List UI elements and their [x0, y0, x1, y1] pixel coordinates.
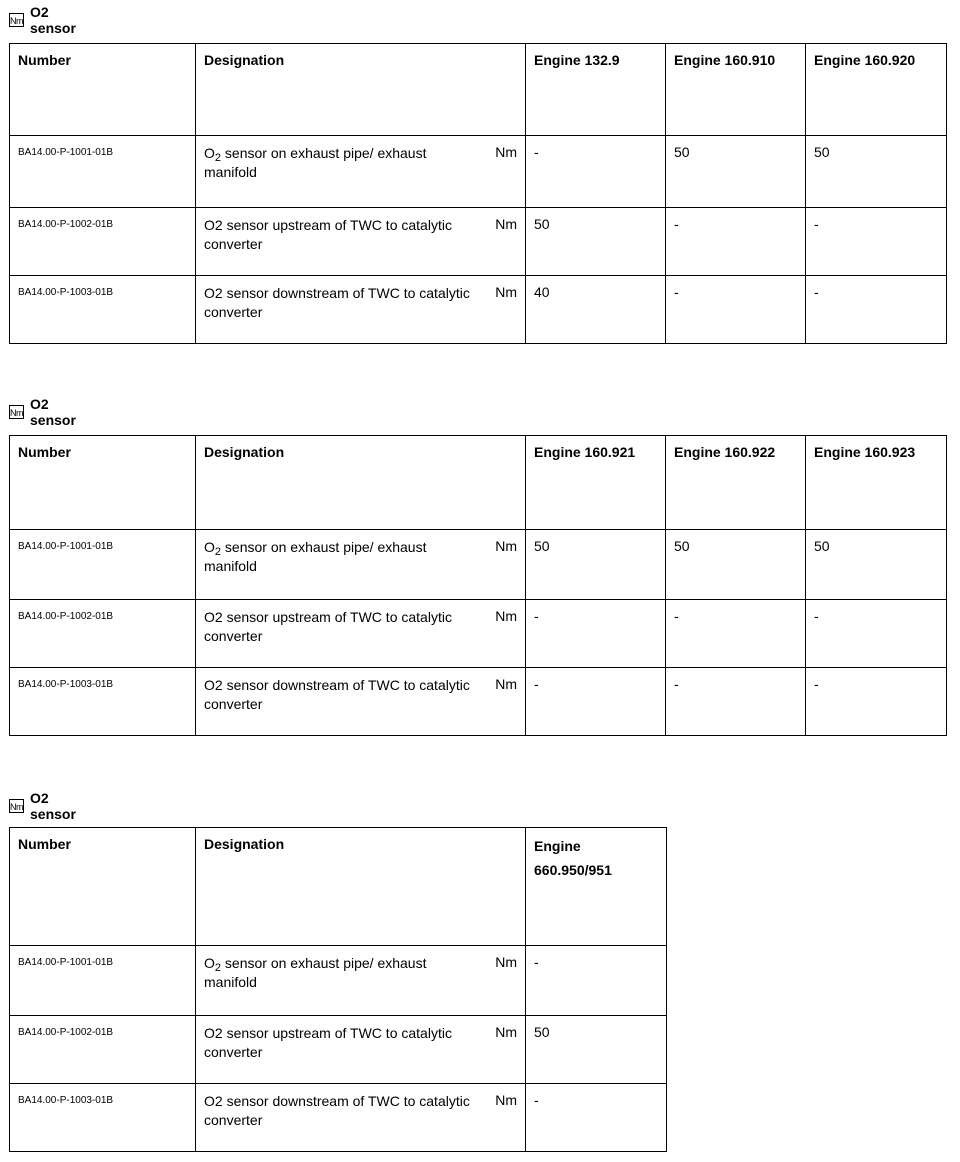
- col-engine-header: Engine 132.9: [526, 44, 666, 136]
- col-engine-header: Engine 160.920: [806, 44, 947, 136]
- col-engine-header: Engine 660.950/951: [526, 828, 667, 946]
- col-engine-header: Engine 160.910: [666, 44, 806, 136]
- section-heading: [9, 4, 80, 36]
- part-number: BA14.00-P-1001-01B: [10, 946, 196, 1016]
- designation-text: O2 sensor downstream of TWC to catalytic converter: [204, 285, 470, 320]
- designation-text: O2 sensor upstream of TWC to catalytic converter: [204, 609, 452, 644]
- designation-text: sensor on exhaust pipe/ exhaust manifold: [204, 955, 427, 990]
- torque-nm-icon: Nm: [9, 405, 24, 419]
- unit-label: Nm: [495, 216, 517, 232]
- unit-label: Nm: [495, 954, 517, 970]
- torque-value: -: [806, 208, 947, 276]
- col-engine-header: Engine 160.923: [806, 436, 947, 530]
- col-engine-header: Engine 160.921: [526, 436, 666, 530]
- designation-subscript: 2: [214, 152, 222, 164]
- torque-value: -: [526, 136, 666, 208]
- part-number: BA14.00-P-1002-01B: [10, 208, 196, 276]
- section-title: O2 sensor: [30, 396, 76, 428]
- table-row: [10, 1084, 667, 1152]
- part-number: BA14.00-P-1003-01B: [10, 276, 196, 344]
- col-number-header: Number: [10, 828, 196, 946]
- designation-cell: [196, 946, 526, 1016]
- torque-value: -: [666, 668, 806, 736]
- designation-text: O2 sensor downstream of TWC to catalytic converter: [204, 677, 470, 712]
- col-number-header: Number: [10, 436, 196, 530]
- designation-text: O2 sensor downstream of TWC to catalytic converter: [204, 1093, 470, 1128]
- unit-label: Nm: [495, 284, 517, 300]
- table-row: [10, 530, 947, 600]
- designation-cell: [196, 276, 526, 344]
- section-heading: [9, 790, 80, 822]
- torque-value: 50: [806, 530, 947, 600]
- table-row: [10, 946, 667, 1016]
- unit-label: Nm: [495, 676, 517, 692]
- table-header-row: [10, 436, 947, 530]
- designation-cell: [196, 208, 526, 276]
- torque-value: -: [806, 600, 947, 668]
- part-number: BA14.00-P-1003-01B: [10, 1084, 196, 1152]
- part-number: BA14.00-P-1001-01B: [10, 136, 196, 208]
- unit-label: Nm: [495, 608, 517, 624]
- table-row: [10, 1016, 667, 1084]
- designation-cell: [196, 1084, 526, 1152]
- designation-text: O2 sensor upstream of TWC to catalytic converter: [204, 217, 452, 252]
- designation-text: sensor on exhaust pipe/ exhaust manifold: [204, 145, 427, 180]
- col-designation-header: Designation: [196, 436, 526, 530]
- col-designation-header: Designation: [196, 828, 526, 946]
- unit-label: Nm: [495, 1024, 517, 1040]
- part-number: BA14.00-P-1002-01B: [10, 600, 196, 668]
- col-engine-header: Engine 160.922: [666, 436, 806, 530]
- torque-value: 50: [806, 136, 947, 208]
- designation-text: O: [204, 145, 215, 161]
- torque-value: -: [526, 668, 666, 736]
- torque-value: 50: [526, 1016, 667, 1084]
- unit-label: Nm: [495, 1092, 517, 1108]
- torque-value: -: [806, 668, 947, 736]
- torque-table: [9, 43, 947, 344]
- torque-table: [9, 827, 667, 1152]
- section-title: O2 sensor: [30, 790, 76, 822]
- torque-nm-icon: Nm: [9, 799, 24, 813]
- torque-value: -: [666, 208, 806, 276]
- torque-value: 40: [526, 276, 666, 344]
- torque-value: -: [666, 276, 806, 344]
- table-row: [10, 668, 947, 736]
- designation-subscript: 2: [214, 962, 222, 974]
- torque-value: -: [806, 276, 947, 344]
- table-row: [10, 136, 947, 208]
- unit-label: Nm: [495, 538, 517, 554]
- torque-value: -: [666, 600, 806, 668]
- section-heading: [9, 396, 80, 428]
- designation-cell: [196, 530, 526, 600]
- section-title: O2 sensor: [30, 4, 76, 36]
- torque-value: 50: [666, 136, 806, 208]
- col-number-header: Number: [10, 44, 196, 136]
- part-number: BA14.00-P-1001-01B: [10, 530, 196, 600]
- col-designation-header: Designation: [196, 44, 526, 136]
- designation-text: O: [204, 955, 215, 971]
- designation-cell: [196, 668, 526, 736]
- unit-label: Nm: [495, 144, 517, 160]
- table-row: [10, 600, 947, 668]
- torque-table: [9, 435, 947, 736]
- designation-cell: [196, 136, 526, 208]
- designation-subscript: 2: [214, 546, 222, 558]
- torque-value: -: [526, 600, 666, 668]
- torque-value: 50: [526, 530, 666, 600]
- designation-cell: [196, 1016, 526, 1084]
- table-header-row: [10, 44, 947, 136]
- torque-value: 50: [526, 208, 666, 276]
- part-number: BA14.00-P-1003-01B: [10, 668, 196, 736]
- designation-cell: [196, 600, 526, 668]
- designation-text: sensor on exhaust pipe/ exhaust manifold: [204, 539, 427, 574]
- torque-value: -: [526, 1084, 667, 1152]
- part-number: BA14.00-P-1002-01B: [10, 1016, 196, 1084]
- torque-value: -: [526, 946, 667, 1016]
- table-header-row: [10, 828, 667, 946]
- torque-value: 50: [666, 530, 806, 600]
- table-row: [10, 276, 947, 344]
- designation-text: O: [204, 539, 215, 555]
- designation-text: O2 sensor upstream of TWC to catalytic converter: [204, 1025, 452, 1060]
- torque-nm-icon: Nm: [9, 13, 24, 27]
- table-row: [10, 208, 947, 276]
